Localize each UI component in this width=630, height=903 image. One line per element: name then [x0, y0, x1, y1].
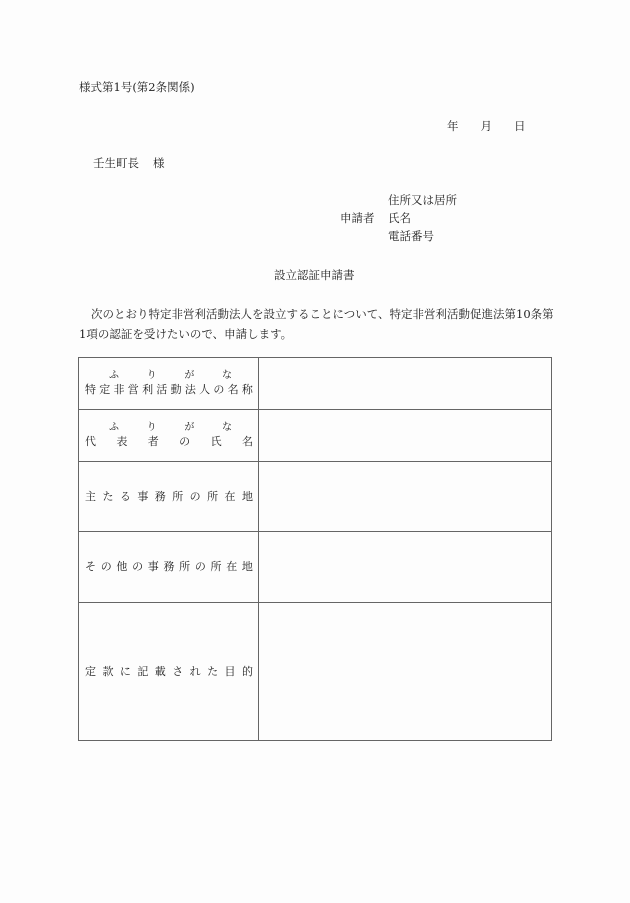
label-char: 目 [224, 664, 236, 678]
furigana [79, 369, 258, 382]
label-char: の [213, 383, 225, 396]
applicant-name-label: 氏名 [388, 211, 411, 225]
label-char: 事 [137, 489, 149, 503]
furigana-char: り [146, 370, 157, 381]
date-line [447, 119, 526, 133]
addressee-honorific: 様 [153, 156, 165, 170]
label-char: 他 [116, 560, 128, 573]
furigana [79, 421, 258, 434]
table-row-main-office [79, 462, 552, 532]
addressee [93, 156, 165, 170]
day-label: 日 [514, 119, 526, 133]
label-char: 記 [137, 664, 149, 678]
label-char: 利 [142, 383, 154, 396]
addressee-name: 壬生町長 [93, 156, 139, 170]
applicant-phone-label: 電話番号 [388, 229, 434, 243]
label-char: さ [172, 664, 184, 678]
table-row-purpose [79, 603, 552, 741]
label-char: に [119, 664, 131, 678]
furigana-char: な [221, 370, 232, 381]
label-char: の [100, 560, 112, 573]
label-char: そ [85, 560, 96, 573]
label-char: 務 [154, 489, 166, 503]
org-name-label [79, 382, 258, 398]
label-char: 活 [156, 383, 168, 396]
furigana-char: な [221, 422, 232, 433]
label-char: 法 [184, 383, 196, 396]
representative-input-cell[interactable] [259, 410, 552, 462]
label-char: 名 [227, 383, 239, 396]
label-char: 名 [241, 435, 253, 448]
main-office-label-cell [79, 462, 259, 532]
other-offices-input-cell[interactable] [259, 532, 552, 603]
label-char: 称 [241, 383, 253, 396]
purpose-input-cell[interactable] [259, 603, 552, 741]
table-row-org-name [79, 358, 552, 410]
label-char: 務 [163, 560, 175, 573]
table-row-other-offices [79, 532, 552, 603]
document-title: 設立認証申請書 [274, 268, 355, 282]
furigana-char: が [184, 370, 195, 381]
furigana-char: り [146, 422, 157, 433]
main-office-input-cell[interactable] [259, 462, 552, 532]
label-char: 動 [170, 383, 182, 396]
purpose-label-cell [79, 603, 259, 741]
label-char: 款 [102, 664, 114, 678]
label-char: 代 [85, 435, 96, 448]
label-char: 所 [210, 560, 222, 573]
table-row-representative [79, 410, 552, 462]
applicant-label: 申請者 [340, 211, 375, 225]
label-char: 氏 [210, 435, 222, 448]
label-char: 定 [99, 383, 111, 396]
label-char: 定 [85, 664, 96, 678]
main-office-label [79, 489, 258, 505]
label-char: 所 [179, 560, 191, 573]
label-char: 営 [127, 383, 139, 396]
org-name-label-cell [79, 358, 259, 410]
month-label: 月 [480, 119, 492, 133]
other-offices-label-cell [79, 532, 259, 603]
label-char: 特 [85, 383, 96, 396]
body-text: 次のとおり特定非営利活動法人を設立することについて、特定非営利活動促進法第10条第1項の認証を受けたいので、申請します。 [79, 307, 554, 341]
org-name-input-cell[interactable] [259, 358, 552, 410]
label-char: る [119, 489, 131, 503]
label-char: 載 [154, 664, 166, 678]
label-char: 表 [116, 435, 128, 448]
label-char: 所 [207, 489, 219, 503]
label-char: の [179, 435, 191, 448]
label-char: の [132, 560, 144, 573]
label-char: 事 [147, 560, 159, 573]
label-char: の [194, 560, 206, 573]
label-char: れ [189, 664, 201, 678]
label-char: 非 [113, 383, 125, 396]
year-label: 年 [447, 119, 459, 133]
purpose-label [79, 664, 258, 680]
label-char: 主 [85, 489, 96, 503]
representative-label [79, 434, 258, 450]
form-number: 様式第1号(第2条関係) [79, 80, 195, 94]
furigana-char: ふ [109, 422, 119, 433]
applicant-address-label: 住所又は居所 [388, 193, 457, 207]
other-offices-label [79, 559, 258, 575]
label-char: 人 [199, 383, 211, 396]
furigana-char: が [184, 422, 195, 433]
label-char: 在 [224, 489, 236, 503]
label-char: 地 [241, 489, 253, 503]
label-char: 在 [226, 560, 238, 573]
representative-label-cell [79, 410, 259, 462]
label-char: 所 [172, 489, 184, 503]
label-char: の [189, 489, 201, 503]
furigana-char: ふ [109, 370, 119, 381]
label-char: 者 [147, 435, 159, 448]
label-char: た [207, 664, 219, 678]
application-table [78, 357, 552, 741]
label-char: 地 [241, 560, 253, 573]
label-char: た [102, 489, 114, 503]
label-char: 的 [241, 664, 253, 678]
